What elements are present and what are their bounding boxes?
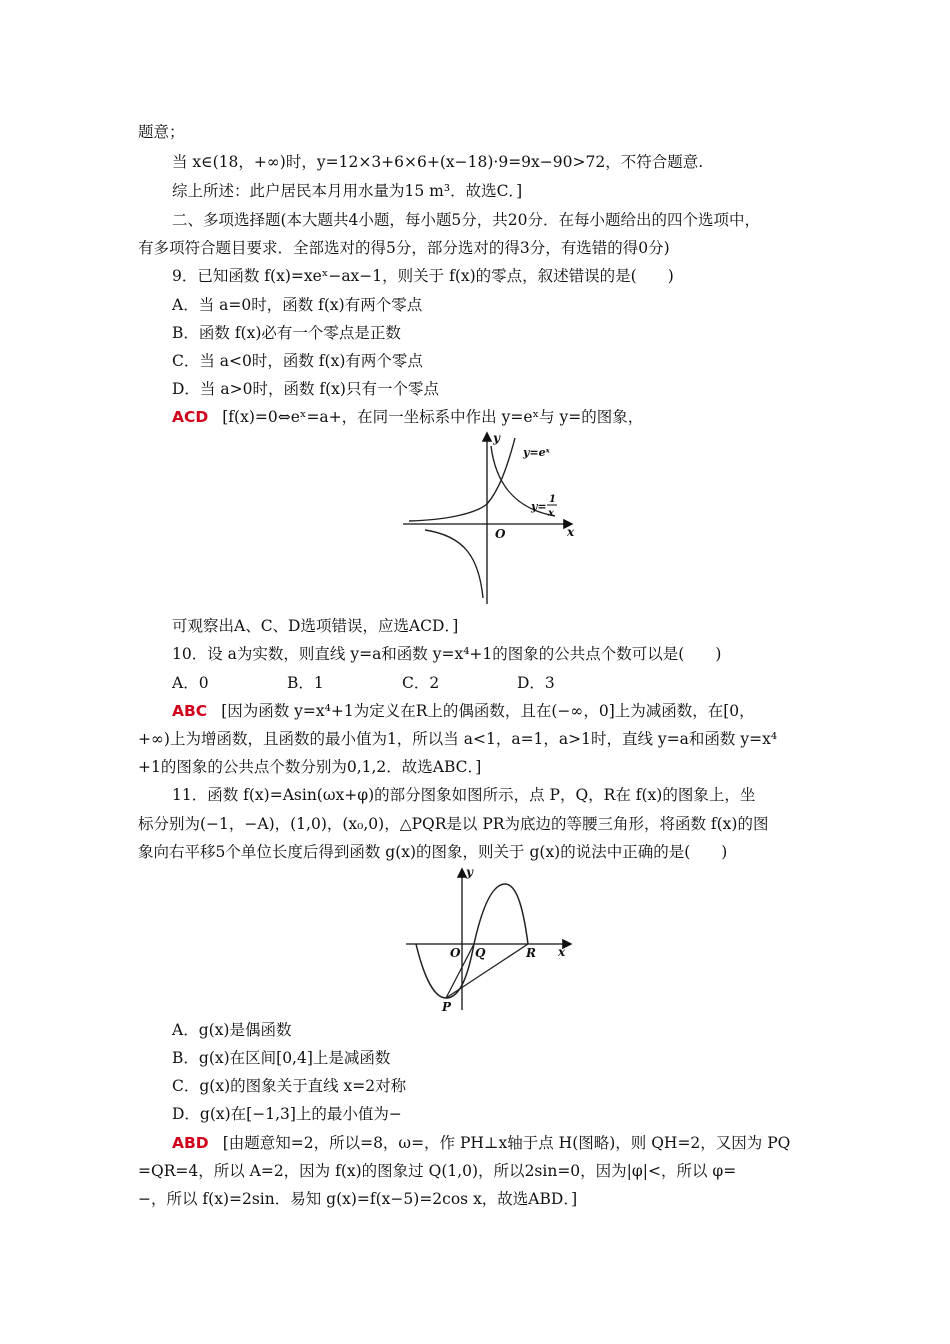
text-line: 有多项符合题目要求．全部选对的得5分，部分选对的得3分，有选错的得0分) (138, 239, 670, 257)
option-c: C．2 (402, 674, 440, 692)
option-b: B．函数 f(x)必有一个零点是正数 (172, 324, 401, 342)
answer-label: ABD (172, 1134, 209, 1152)
text-line: 题意； (138, 123, 185, 141)
answer-line (172, 1133, 790, 1153)
answer-line (172, 407, 643, 427)
text-line: 当 x∈(18，+∞)时，y=12×3+6×6+(x−18)·9=9x−90>72，不符合题意. (172, 153, 704, 171)
text-line: 象向右平移5个单位长度后得到函数 g(x)的图象，则关于 g(x)的说法中正确的是( ) (138, 843, 728, 861)
text-line: 综上所述：此户居民本月用水量为15 m³．故选C．] (172, 182, 523, 200)
question-10: 10．设 a为实数，则直线 y=a和函数 y=x⁴+1的图象的公共点个数可以是( ) (172, 645, 722, 663)
answer-text: [f(x)=0⇔eˣ=a+，在同一坐标系中作出 y=eˣ与 y=的图象， (222, 408, 644, 426)
x-axis-label: x (558, 945, 566, 959)
option-c: C．g(x)的图象关于直线 x=2对称 (172, 1077, 407, 1095)
answer-line (172, 701, 755, 721)
text-line: +∞)上为增函数，且函数的最小值为1，所以当 a<1，a=1，a>1时，直线 y=a和函数 y=x⁴ (138, 730, 778, 748)
answer-text: [由题意知=2，所以=8，ω=，作 PH⊥x轴于点 H(图略)，则 QH=2，又因为 PQ (222, 1134, 791, 1152)
option-d: D．g(x)在[−1,3]上的最小值为− (172, 1105, 402, 1123)
figure-exp-reciprocal (395, 428, 585, 608)
exp-curve (409, 438, 515, 521)
point-q-label: Q (475, 946, 486, 960)
question-11: 11．函数 f(x)=Asin(ωx+φ)的部分图象如图所示，点 P，Q，R在 f(x)的图象上，坐 (172, 786, 756, 804)
option-a: A．0 (172, 674, 209, 692)
question-9: 9．已知函数 f(x)=xeˣ−ax−1，则关于 f(x)的零点，叙述错误的是( ) (172, 267, 674, 285)
section-heading: 二、多项选择题(本大题共4小题，每小题5分，共20分．在每小题给出的四个选项中， (172, 211, 760, 229)
text-line: −，所以 f(x)=2sin．易知 g(x)=f(x−5)=2cos x，故选ABD．] (138, 1190, 578, 1208)
curve-label-reciprocal: y= (531, 500, 547, 513)
option-a: A．g(x)是偶函数 (172, 1021, 292, 1039)
point-p-label: P (442, 1000, 452, 1014)
option-a: A．当 a=0时，函数 f(x)有两个零点 (172, 296, 423, 314)
option-b: B．1 (287, 674, 324, 692)
y-axis-label: y (493, 431, 500, 445)
text-line: +1的图象的公共点个数分别为0,1,2．故选ABC．] (138, 758, 482, 776)
figure-sine-graph (400, 864, 580, 1014)
answer-text: [因为函数 y=x⁴+1为定义在R上的偶函数，且在(−∞，0]上为减函数，在[0， (221, 702, 755, 720)
option-d: D．当 a>0时，函数 f(x)只有一个零点 (172, 380, 439, 398)
curve-label-exp: y=eˣ (523, 446, 550, 459)
fraction-numerator: 1 (549, 494, 556, 505)
text-line: 可观察出A、C、D选项错误，应选ACD．] (172, 617, 459, 635)
text-line: 标分别为(−1，−A)，(1,0)，(x₀,0)，△PQR是以 PR为底边的等腰三角形，将函数 f(x)的图 (138, 815, 769, 833)
text-line: =QR=4，所以 A=2，因为 f(x)的图象过 Q(1,0)，所以2sin=0，因为|φ|<，所以 φ= (138, 1162, 737, 1180)
x-axis-label: x (567, 525, 575, 539)
fraction-denominator: x (548, 508, 554, 519)
option-b: B．g(x)在区间[0,4]上是减函数 (172, 1049, 391, 1067)
answer-label: ACD (172, 408, 209, 426)
option-d: D．3 (517, 674, 555, 692)
y-axis-label: y (466, 865, 473, 879)
point-r-label: R (526, 946, 536, 960)
origin-label: O (450, 946, 461, 960)
origin-label: O (495, 527, 506, 541)
answer-label: ABC (172, 702, 208, 720)
option-c: C．当 a<0时，函数 f(x)有两个零点 (172, 352, 423, 370)
reciprocal-curve-left (425, 530, 483, 598)
